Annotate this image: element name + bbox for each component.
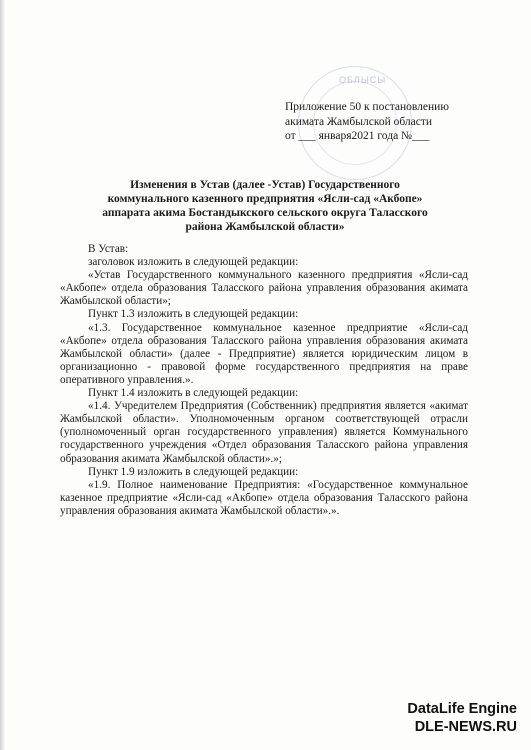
- point-1-9-text: «1.9. Полное наименование Предприятия: «Государственное коммунальное казенное предприятие «Ясли-сад «Акбопе» отдела образования Таласского района управления образования акимата Жамбылской области».».: [60, 478, 468, 517]
- appendix-line-1: Приложение 50 к постановлению: [285, 101, 449, 113]
- site-watermark: [352, 700, 517, 736]
- point-1-3-instruction: Пункт 1.3 изложить в следующей редакции:: [88, 308, 299, 321]
- appendix-header: [285, 100, 485, 144]
- title-line-3: аппарата акима Бостандыкского сельского округа Таласского: [102, 207, 428, 219]
- document-body: [60, 243, 468, 518]
- point-1-3-text: «1.3. Государственное коммунальное казенное предприятие «Ясли-сад «Акбопе» отдела образования Таласского района управления образования акимата Жамбылской области» (далее - Предприятие) является юридическим лицом в организационно - правовой форме государственного предприятия на праве оперативного управления.».: [60, 321, 468, 386]
- heading-instruction: заголовок изложить в следующей редакции:: [88, 256, 299, 269]
- title-line-1: Изменения в Устав (далее -Устав) Государственного: [130, 179, 400, 191]
- heading-text: «Устав Государственного коммунального казенного предприятия «Ясли-сад «Акбопе» отдела образования Таласского района управления образования акимата Жамбылской области»;: [60, 269, 468, 308]
- document-title: [60, 178, 470, 234]
- page-edge-shadow: [0, 0, 5, 750]
- point-1-4-text: «1.4. Учредителем Предприятия (Собственник) предприятия является «акимат Жамбылской области». Уполномоченным органом соответствующей отрасли (уполномоченный орган государственного управления) является Коммунального государственного учреждения «Отдел образования Таласского района управления образования акимата Жамбылской области».»;: [60, 400, 468, 465]
- appendix-line-2: акимата Жамбылской области: [285, 115, 433, 128]
- point-1-4-instruction: Пункт 1.4 изложить в следующей редакции:: [88, 387, 299, 400]
- point-1-9-instruction: Пункт 1.9 изложить в следующей редакции:: [88, 465, 299, 478]
- appendix-line-3: от ___ января2021 года №___: [285, 130, 430, 142]
- intro-paragraph: В Устав:: [88, 243, 129, 255]
- watermark-site-url: DLE-NEWS.RU: [414, 719, 517, 735]
- title-line-4: района Жамбылской области»: [185, 221, 345, 233]
- watermark-engine-name: DataLife Engine: [407, 701, 517, 717]
- title-line-2: коммунального казенного предприятия «Ясли-сад «Акбопе»: [107, 193, 423, 205]
- stamp-text: ОБЛЫСЫ: [339, 75, 387, 85]
